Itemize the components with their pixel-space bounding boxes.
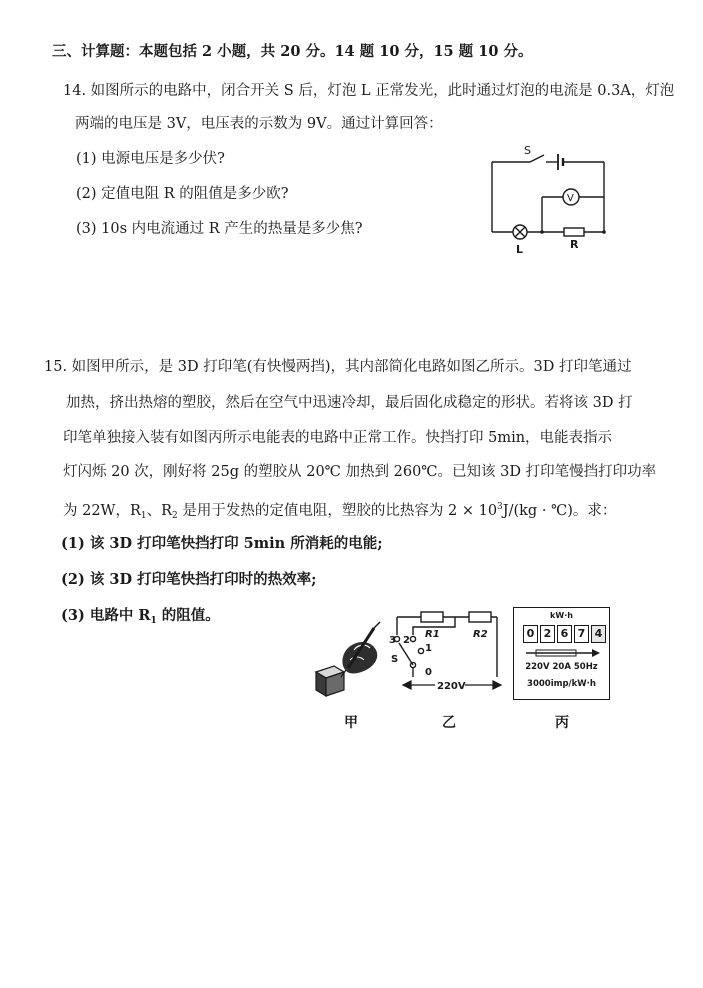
electric-meter xyxy=(513,607,610,700)
meter-unit: kW·h xyxy=(550,611,573,620)
q15-subquestion-3-a: (3) 电路中 R xyxy=(61,607,151,624)
caption-bing: 丙 xyxy=(555,715,569,731)
meter-rating: 220V 20A 50Hz xyxy=(525,662,598,672)
q15-line-4: 灯闪烁 20 次，刚好将 25g 的塑胶从 20℃ 加热到 260℃。已知该 3D 打印笔慢挡打印功率 xyxy=(63,464,657,480)
q15-line-5-a: 为 22W，R xyxy=(63,503,141,519)
q14-circuit-diagram xyxy=(480,140,620,260)
resistor-label: R xyxy=(570,238,579,251)
q14-subquestion-3: (3) 10s 内电流通过 R 产生的热量是多少焦? xyxy=(76,221,363,237)
q14-line-1: 14. 如图所示的电路中，闭合开关 S 后，灯泡 L 正常发光，此时通过灯泡的电流是 0.3A，灯泡 xyxy=(63,83,675,99)
meter-digit-3: 6 xyxy=(557,625,572,643)
q15-line-1: 15. 如图甲所示，是 3D 打印笔(有快慢两挡)，其内部简化电路如图乙所示。3D 打印笔通过 xyxy=(44,359,632,375)
q15-subquestion-3-sub: 1 xyxy=(150,616,157,626)
meter-digit-5: 4 xyxy=(591,625,606,643)
q15-line-5 xyxy=(63,498,616,525)
meter-constant: 3000imp/kW·h xyxy=(527,679,596,689)
q15-line-5-sub-2: 2 xyxy=(172,511,178,521)
q15-subquestion-3 xyxy=(61,607,220,630)
meter-digit-4: 7 xyxy=(574,625,589,643)
q15-line-5-b: 、R xyxy=(146,503,173,519)
q15-subquestion-3-b: 的阻值。 xyxy=(156,607,220,624)
q15-subquestion-2: (2) 该 3D 打印笔快挡打印时的热效率; xyxy=(61,571,317,588)
meter-digit-1: 0 xyxy=(523,625,538,643)
q15-line-5-d: J/(kg · ℃)。求： xyxy=(502,503,617,519)
terminal-0-label: 0 xyxy=(425,667,432,678)
meter-digits xyxy=(523,625,606,643)
pen-illustration xyxy=(310,620,385,700)
caption-yi: 乙 xyxy=(442,715,456,731)
lamp-label: L xyxy=(516,243,524,256)
terminal-2-label: 2 xyxy=(403,635,410,646)
voltage-label: 220V xyxy=(437,681,466,692)
voltmeter-label: V xyxy=(567,193,574,204)
switch-s-label: S xyxy=(391,654,399,665)
q15-line-5-c: 是用于发热的定值电阻，塑胶的比热容为 2 × 10 xyxy=(177,503,498,519)
r1-label: R1 xyxy=(425,629,440,640)
q15-line-2: 加热，挤出热熔的塑胶，然后在空气中迅速冷却，最后固化成稳定的形状。若将该 3D 打 xyxy=(66,395,633,411)
terminal-3-label: 3 xyxy=(389,635,396,646)
q14-line-2: 两端的电压是 3V，电压表的示数为 9V。通过计算回答： xyxy=(75,116,443,132)
section-heading: 三、计算题：本题包括 2 小题，共 20 分。14 题 10 分，15 题 10 分。 xyxy=(52,43,533,60)
printed-cube xyxy=(316,666,344,696)
q15-line-3: 印笔单独接入装有如图丙所示电能表的电路中正常工作。快挡打印 5min，电能表指示 xyxy=(63,430,613,446)
switch-label: S xyxy=(524,144,531,157)
pen-circuit-diagram xyxy=(385,605,510,700)
q15-subquestion-1: (1) 该 3D 打印笔快挡打印 5min 所消耗的电能; xyxy=(61,535,383,552)
meter-rotor-arrow xyxy=(522,648,602,658)
terminal-1-label: 1 xyxy=(425,643,432,654)
hand-with-pen xyxy=(341,622,380,677)
meter-digit-2: 2 xyxy=(540,625,555,643)
q15-line-5-exponent: 3 xyxy=(497,502,503,512)
q14-subquestion-1: (1) 电源电压是多少伏? xyxy=(76,151,225,167)
q14-subquestion-2: (2) 定值电阻 R 的阻值是多少欧? xyxy=(76,186,289,202)
caption-jia: 甲 xyxy=(344,715,358,731)
switch-blade xyxy=(530,155,544,162)
q15-line-5-sub-1: 1 xyxy=(140,511,147,521)
r2-label: R2 xyxy=(473,629,488,640)
